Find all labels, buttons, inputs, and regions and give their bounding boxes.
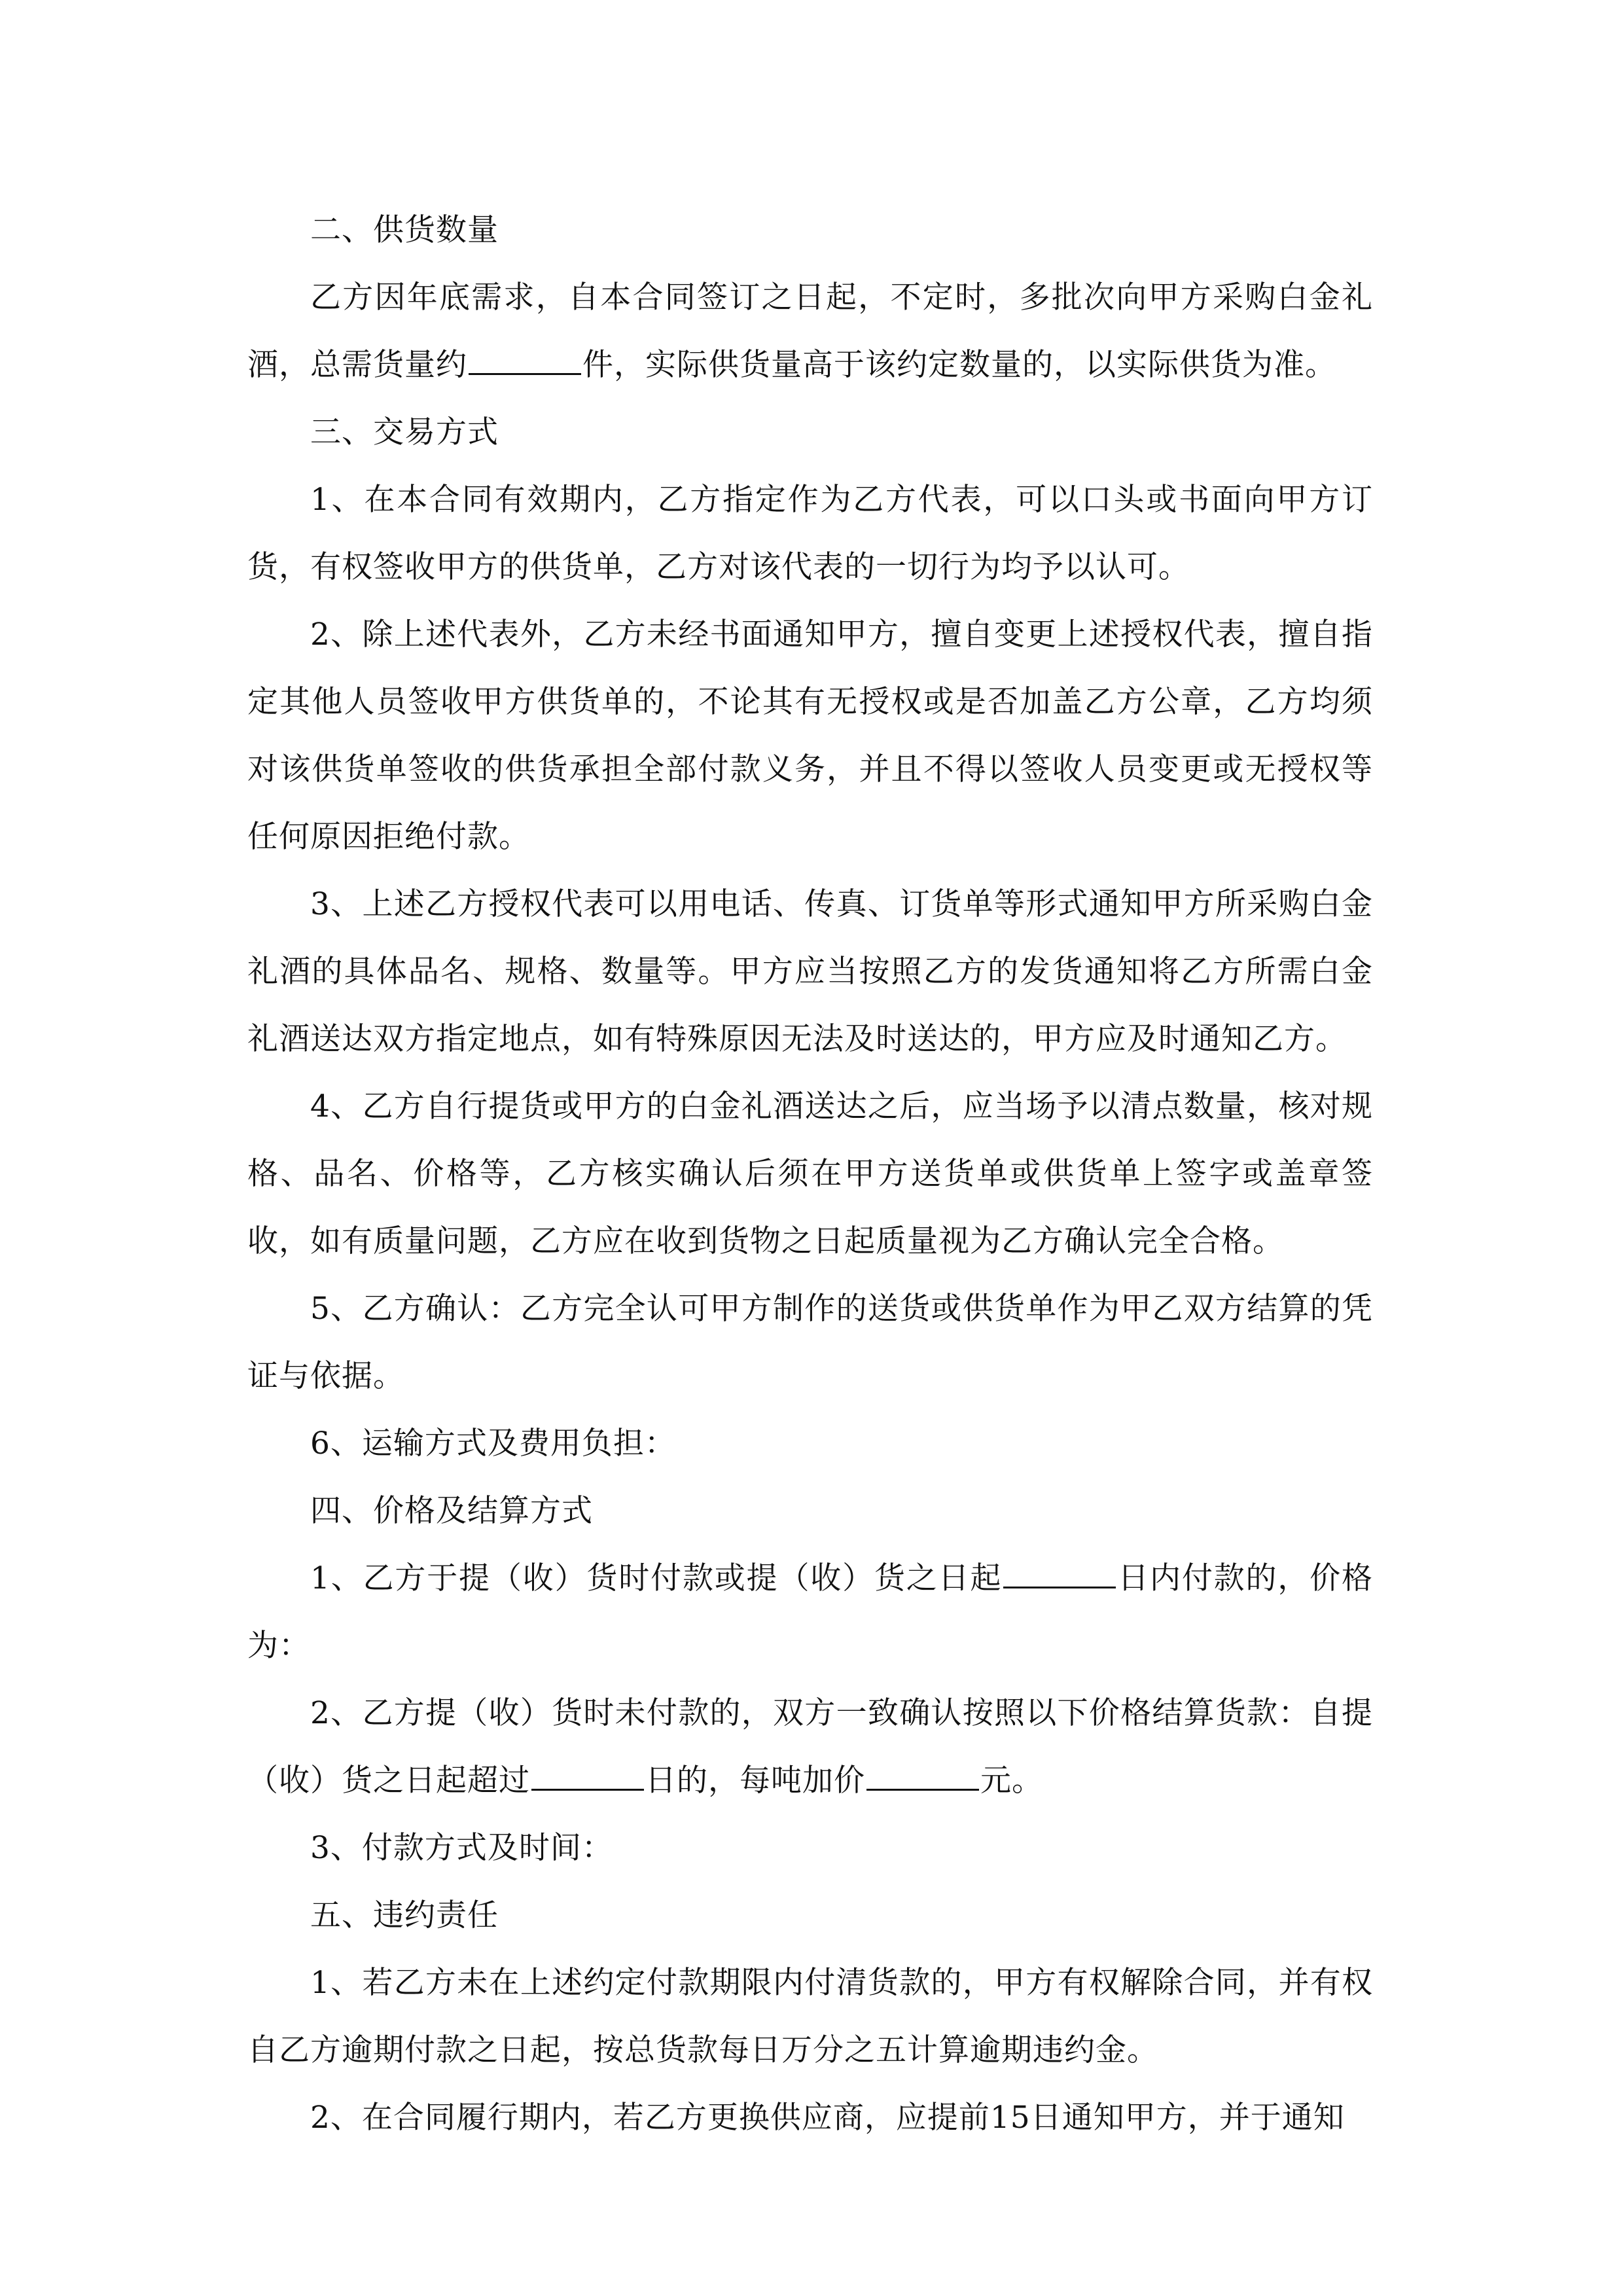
paragraph-clause-3-1: 1、在本合同有效期内，乙方指定作为乙方代表，可以口头或书面向甲方订货，有权签收甲方的供货单，乙方对该代表的一切行为均予以认可。 <box>247 482 1373 585</box>
blank-line-price-increase <box>866 1789 979 1791</box>
blank-line-days <box>1003 1587 1116 1588</box>
paragraph-clause-3-4: 4、乙方自行提货或甲方的白金礼酒送达之后，应当场予以清点数量，核对规格、品名、价格等，乙方核实确认后须在甲方送货单或供货单上签字或盖章签收，如有质量问题，乙方应在收到货物之日起质量视为乙方确认完全合格。 <box>247 1088 1373 1259</box>
paragraph-clause-3-2: 2、除上述代表外，乙方未经书面通知甲方，擅自变更上述授权代表，擅自指定其他人员签收甲方供货单的，不论其有无授权或是否加盖乙方公章，乙方均须对该供货单签收的供货承担全部付款义务，并且不得以签收人员变更或无授权等任何原因拒绝付款。 <box>247 617 1373 855</box>
paragraph-clause-4-3: 3、付款方式及时间： <box>310 1830 613 1866</box>
blank-line-overdue-days <box>531 1789 644 1791</box>
contract-body <box>247 196 1373 2151</box>
paragraph-clause-4-1: 1、乙方于提（收）货时付款或提（收）货之日起 日内付款的，价格为： <box>247 1560 1374 1664</box>
paragraph-clause-3-5: 5、乙方确认：乙方完全认可甲方制作的送货或供货单作为甲乙双方结算的凭证与依据。 <box>247 1291 1373 1394</box>
section-heading-transaction-method: 三、交易方式 <box>310 414 499 450</box>
paragraph-clause-5-1: 1、若乙方未在上述约定付款期限内付清货款的，甲方有权解除合同，并有权自乙方逾期付款之日起，按总货款每日万分之五计算逾期违约金。 <box>247 1965 1373 2068</box>
paragraph-supply-quantity: 乙方因年底需求，自本合同签订之日起，不定时，多批次向甲方采购白金礼酒，总需货量约 件，实际供货量高于该约定数量的，以实际供货为准。 <box>247 279 1373 383</box>
section-heading-breach-liability: 五、违约责任 <box>310 1897 499 1933</box>
paragraph-clause-3-6: 6、运输方式及费用负担： <box>310 1426 676 1462</box>
section-heading-price-settlement: 四、价格及结算方式 <box>310 1493 593 1529</box>
blank-line-quantity <box>469 373 581 375</box>
paragraph-clause-4-2: 2、乙方提（收）货时未付款的，双方一致确认按照以下价格结算货款：自提（收）货之日起超过 日的，每吨加价 元。 <box>247 1695 1373 1799</box>
paragraph-clause-5-2: 2、在合同履行期内，若乙方更换供应商，应提前15日通知甲方，并于通知 <box>310 2100 1345 2136</box>
paragraph-clause-3-3: 3、上述乙方授权代表可以用电话、传真、订货单等形式通知甲方所采购白金礼酒的具体品名、规格、数量等。甲方应当按照乙方的发货通知将乙方所需白金礼酒送达双方指定地点，如有特殊原因无法及时送达的，甲方应及时通知乙方。 <box>247 886 1373 1057</box>
section-heading-supply-quantity: 二、供货数量 <box>310 212 499 248</box>
